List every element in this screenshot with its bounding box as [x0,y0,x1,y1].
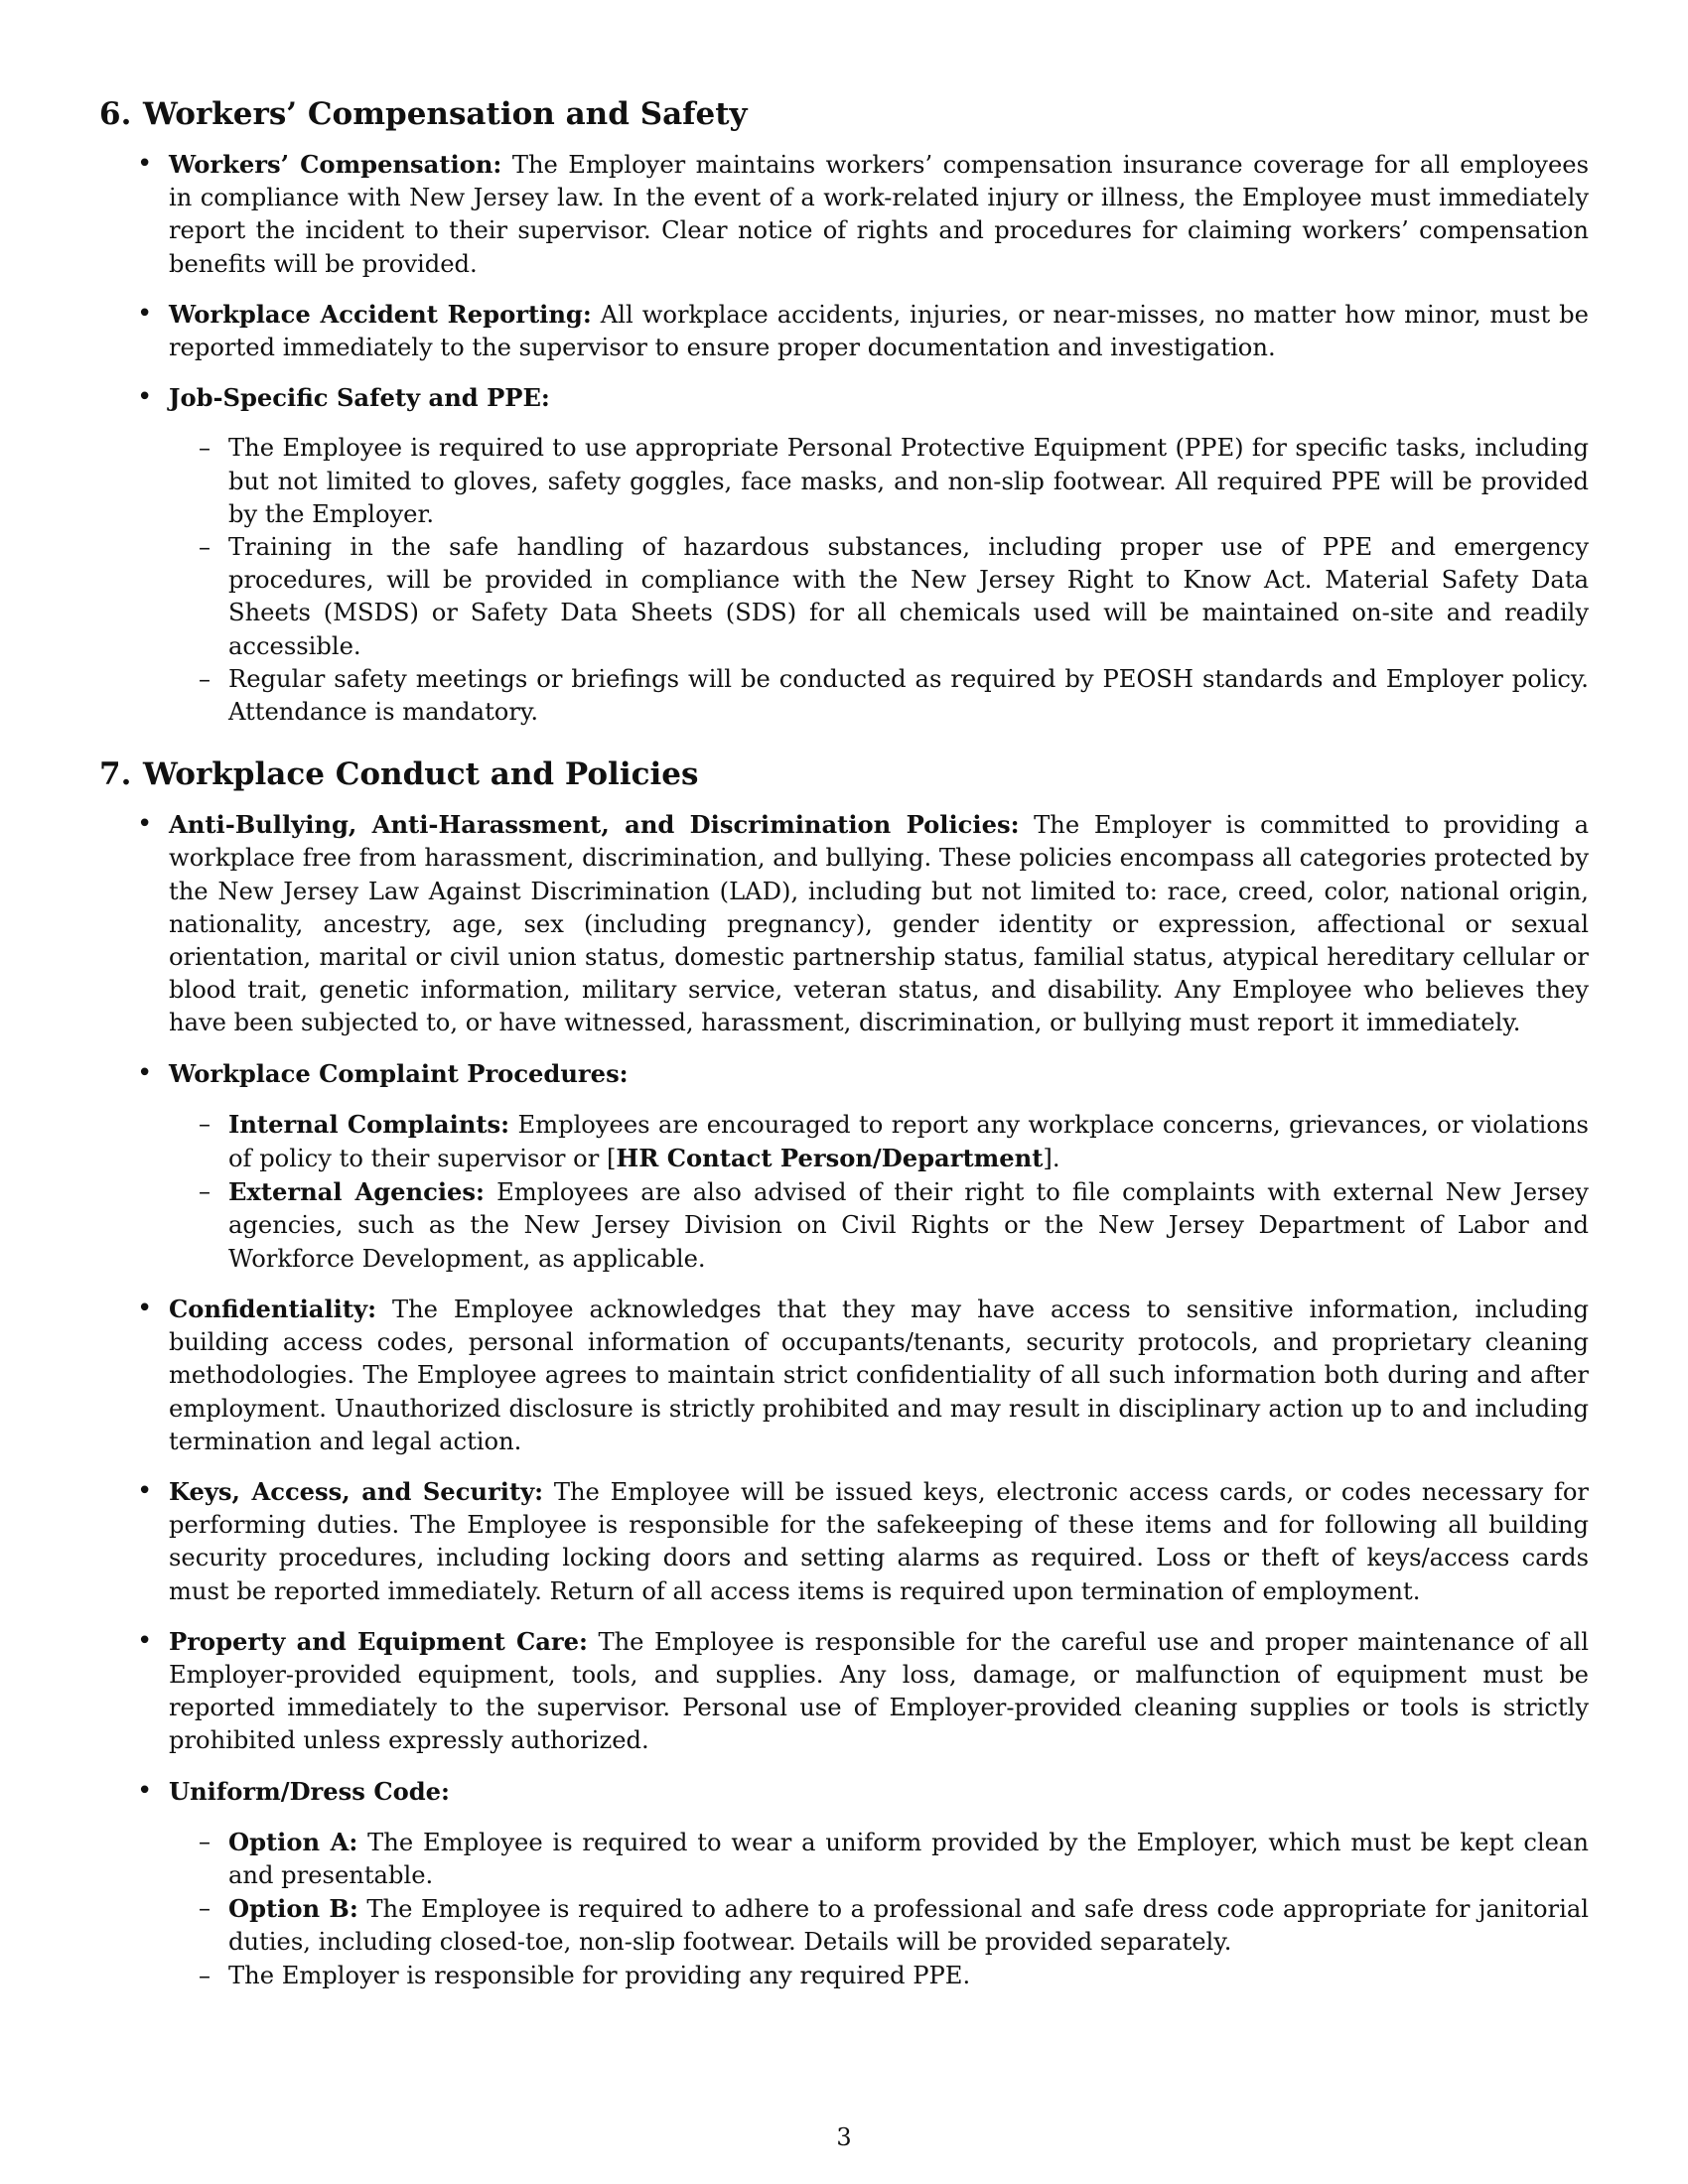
hr-contact-placeholder: HR Contact Person/Department [616,1144,1044,1173]
section-7-list [99,808,1589,1992]
section-7-heading: 7. Workplace Conduct and Policies [99,756,699,793]
option-b-subitem: – Option B: The Employee is required to adhere to a professional and safe dress code appropriate for janitorial duties, including closed-toe, non-slip footwear. Details will be provided separately. [169,1892,1589,1959]
document-page [99,94,1589,2009]
ppe-subitem: – The Employee is required to use appropriate Personal Protective Equipment (PPE) for specific tasks, including but not limited to gloves, safety goggles, face masks, and non-slip footwear. All required PPE will be provided by the Employer. [169,432,1589,531]
list-item-confidentiality: • Confidentiality: The Employee acknowledges that they may have access to sensitive information, including building access codes, personal information of occupants/tenants, security protocols, and proprietary cleaning methodologies. The Employee agrees to maintain strict confidentiality of all such information both during and after employment. Unauthorized disclosure is strictly prohibited and may result in disciplinary action up to and including termination and legal action. [99,1293,1589,1458]
section-6-list [99,148,1589,729]
option-a-subitem: – Option A: The Employee is required to wear a uniform provided by the Employer, which must be kept clean and presentable. [169,1826,1589,1892]
external-agencies-subitem: – External Agencies: Employees are also advised of their right to file complaints with external New Jersey agencies, such as the New Jersey Division on Civil Rights or the New Jersey Department of Labor and Workforce Development, as applicable. [169,1175,1589,1276]
list-item-safety-ppe: • Job-Specific Safety and PPE: – The Employee is required to use appropriate Personal Protective Equipment (PPE) for specific tasks, including but not limited to gloves, safety goggles, face masks, and non-slip footwear. All required PPE will be provided by the Employer. – Training in the safe handling of hazardous substances, including proper use of PPE and emergency procedures, will be provided in compliance with the New Jersey Right to Know Act. Material Safety Data Sheets (MSDS) or Safety Data Sheets (SDS) for all chemicals used will be maintained on-site and readily accessible. – Regular safety meetings or briefings will be conducted as required by PEOSH standards and Employer policy. Attendance is mandatory. [99,381,1589,729]
list-item-keys-access-security: • Keys, Access, and Security: The Employee will be issued keys, electronic access cards, or codes necessary for performing duties. The Employee is responsible for the safekeeping of these items and for following all building security procedures, including locking doors and setting alarms as required. Loss or theft of keys/access cards must be reported immediately. Return of all access items is required upon termination of employment. [99,1475,1589,1608]
ppe-responsibility-subitem: – The Employer is responsible for providing any required PPE. [169,1960,1589,1992]
list-item-complaint-procedures: • Workplace Complaint Procedures: – Internal Complaints: Employees are encouraged to report any workplace concerns, grievances, or violations of policy to their supervisor or [HR Contact Person/Department]. – External Agencies: Employees are also advised of their right to file complaints with external New Jersey agencies, such as the New Jersey Division on Civil Rights or the New Jersey Department of Labor and Workforce Development, as applicable. [99,1057,1589,1276]
complaints-sublist [169,1108,1589,1276]
ppe-subitem: – Training in the safe handling of hazardous substances, including proper use of PPE and emergency procedures, will be provided in compliance with the New Jersey Right to Know Act. Material Safety Data Sheets (MSDS) or Safety Data Sheets (SDS) for all chemicals used will be maintained on-site and readily accessible. [169,531,1589,663]
list-item-accident-reporting: • Workplace Accident Reporting: All workplace accidents, injuries, or near-misses, no matter how minor, must be reported immediately to the supervisor to ensure proper documentation and investigation. [99,298,1589,364]
uniform-sublist [169,1826,1589,1992]
list-item-workers-compensation: • Workers’ Compensation: The Employer maintains workers’ compensation insurance coverage for all employees in compliance with New Jersey law. In the event of a work-related injury or illness, the Employee must immediately report the incident to their supervisor. Clear notice of rights and procedures for claiming workers’ compensation benefits will be provided. [99,148,1589,281]
page-number: 3 [836,2123,852,2151]
internal-complaints-subitem: – Internal Complaints: Employees are encouraged to report any workplace concerns, grievances, or violations of policy to their supervisor or [HR Contact Person/Department]. [169,1108,1589,1175]
section-6-heading: 6. Workers’ Compensation and Safety [99,96,748,132]
ppe-subitem: – Regular safety meetings or briefings will be conducted as required by PEOSH standards and Employer policy. Attendance is mandatory. [169,663,1589,729]
ppe-sublist [169,432,1589,729]
list-item-property-equipment: • Property and Equipment Care: The Employee is responsible for the careful use and proper maintenance of all Employer-provided equipment, tools, and supplies. Any loss, damage, or malfunction of equipment must be reported immediately to the supervisor. Personal use of Employer-provided cleaning supplies or tools is strictly prohibited unless expressly authorized. [99,1625,1589,1758]
list-item-uniform-dress-code: • Uniform/Dress Code: – Option A: The Employee is required to wear a uniform provided by the Employer, which must be kept clean and presentable. – Option B: The Employee is required to adhere to a professional and safe dress code appropriate for janitorial duties, including closed-toe, non-slip footwear. Details will be provided separately. – The Employer is responsible for providing any required PPE. [99,1775,1589,1992]
list-item-anti-harassment: • Anti-Bullying, Anti-Harassment, and Discrimination Policies: The Employer is committed to providing a workplace free from harassment, discrimination, and bullying. These policies encompass all categories protected by the New Jersey Law Against Discrimination (LAD), including but not limited to: race, creed, color, national origin, nationality, ancestry, age, sex (including pregnancy), gender identity or expression, affectional or sexual orientation, marital or civil union status, domestic partnership status, familial status, atypical hereditary cellular or blood trait, genetic information, military service, veteran status, and disability. Any Employee who believes they have been subjected to, or have witnessed, harassment, discrimination, or bullying must report it immediately. [99,808,1589,1039]
